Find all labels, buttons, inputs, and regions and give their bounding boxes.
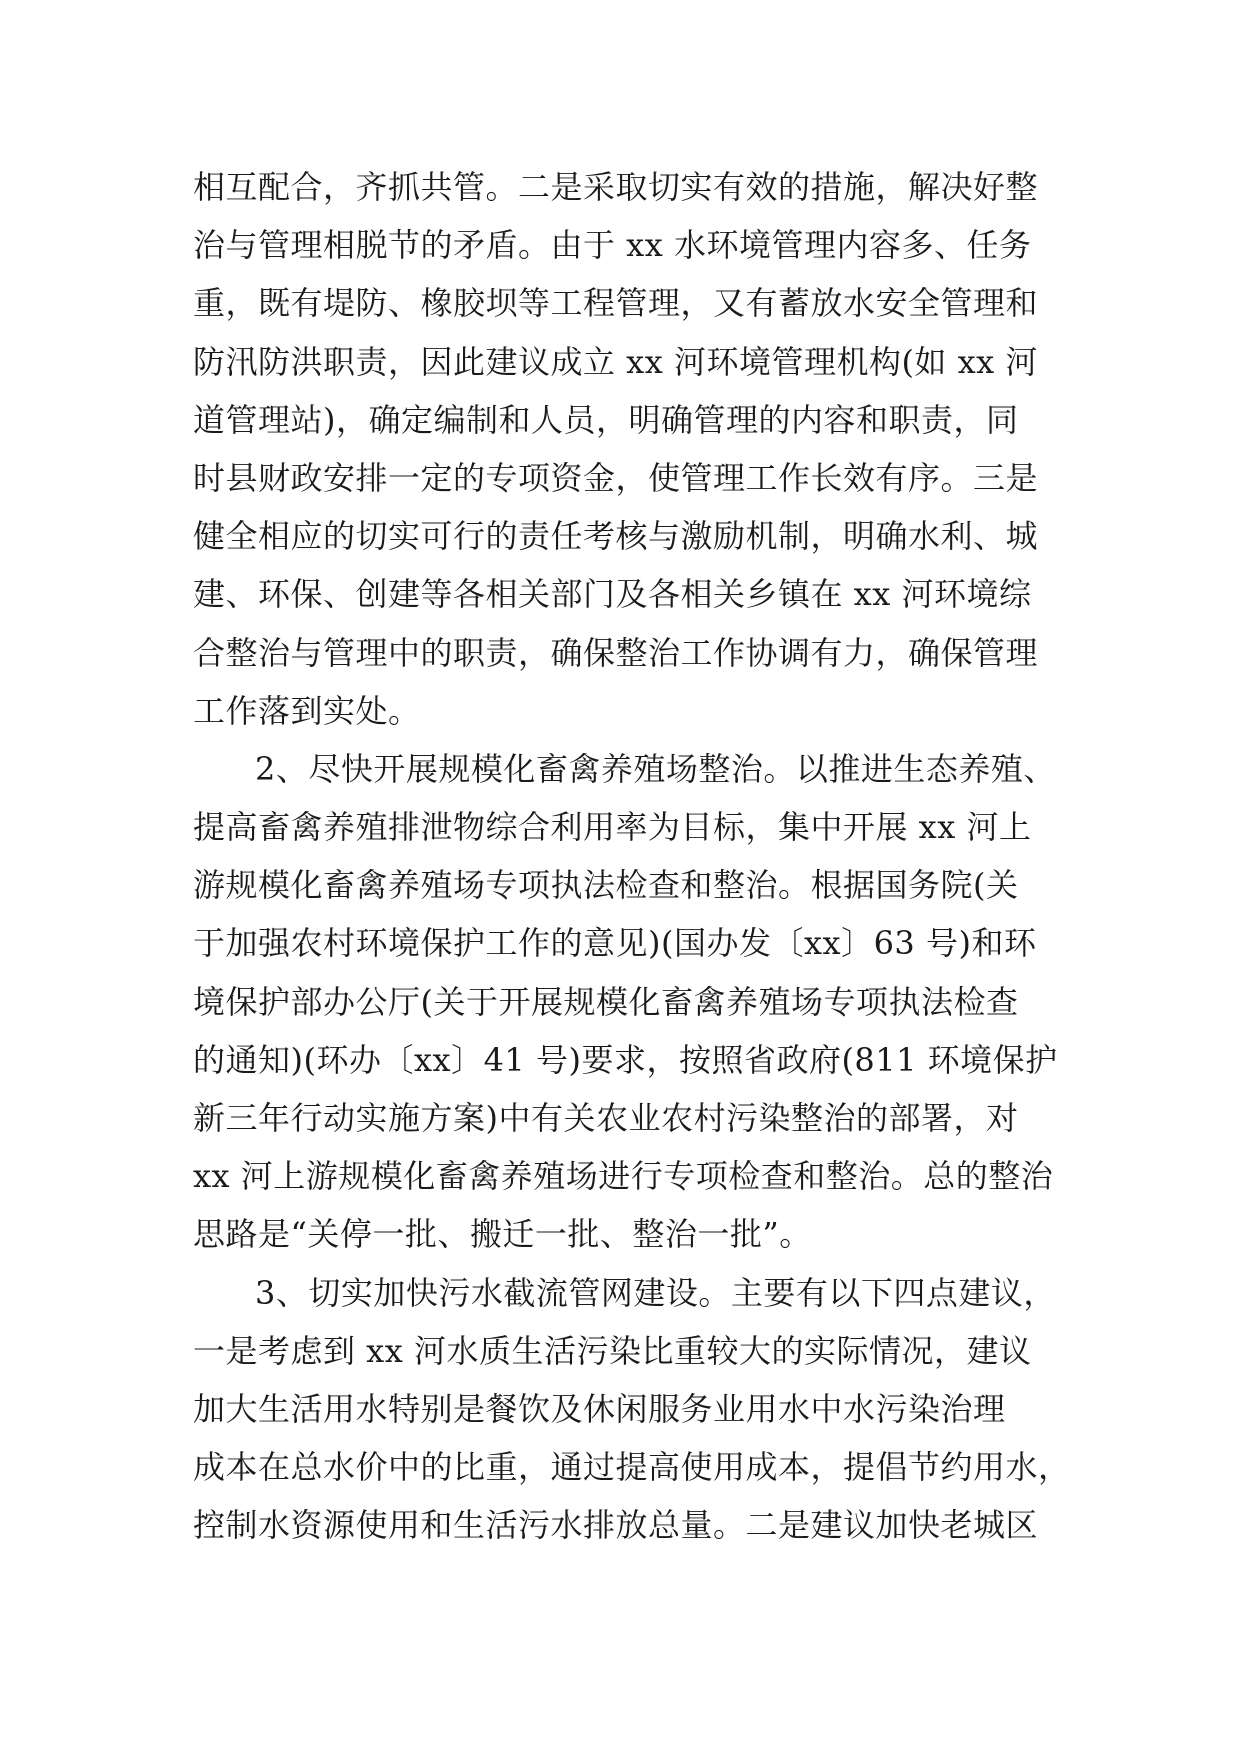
text-line: 境保护部办公厅(关于开展规模化畜禽养殖场专项执法检查 [193,982,1019,1021]
text-line: xx 河上游规模化畜禽养殖场进行专项检查和整治。总的整治 [193,1157,1054,1196]
paragraph-first-line: 3、切实加快污水截流管网建设。主要有以下四点建议， [255,1273,1056,1312]
text-line: 一是考虑到 xx 河水质生活污染比重较大的实际情况，建议 [193,1331,1032,1370]
text-line: 健全相应的切实可行的责任考核与激励机制，明确水利、城 [193,517,1039,556]
text-line: 于加强农村环境保护工作的意见)(国办发〔xx〕63 号)和环 [193,924,1037,963]
text-line: 工作落到实处。 [193,691,421,730]
text-line: 加大生活用水特别是餐饮及休闲服务业用水中水污染治理 [193,1389,1006,1428]
text-line: 思路是“关停一批、搬迁一批、整治一批”。 [193,1215,812,1254]
document-body [193,158,1073,1555]
text-line: 合整治与管理中的职责，确保整治工作协调有力，确保管理 [193,633,1039,672]
text-line: 防汛防洪职责，因此建议成立 xx 河环境管理机构(如 xx 河 [193,342,1038,381]
text-line: 成本在总水价中的比重，通过提高使用成本，提倡节约用水， [193,1448,1071,1487]
text-line: 重，既有堤防、橡胶坝等工程管理，又有蓄放水安全管理和 [193,284,1039,323]
text-line: 建、环保、创建等各相关部门及各相关乡镇在 xx 河环境综 [193,575,1032,614]
text-line: 控制水资源使用和生活污水排放总量。二是建议加快老城区 [193,1506,1039,1545]
text-line: 提高畜禽养殖排泄物综合利用率为目标，集中开展 xx 河上 [193,808,1032,847]
text-line: 道管理站)，确定编制和人员，明确管理的内容和职责，同 [193,400,1019,439]
text-line: 治与管理相脱节的矛盾。由于 xx 水环境管理内容多、任务 [193,226,1032,265]
text-line: 的通知)(环办〔xx〕41 号)要求，按照省政府(811 环境保护 [193,1040,1058,1079]
text-line: 时县财政安排一定的专项资金，使管理工作长效有序。三是 [193,458,1039,497]
text-line: 游规模化畜禽养殖场专项执法检查和整治。根据国务院(关 [193,866,1019,905]
paragraph-first-line: 2、尽快开展规模化畜禽养殖场整治。以推进生态养殖、 [255,749,1056,788]
text-line: 相互配合，齐抓共管。二是采取切实有效的措施，解决好整 [193,168,1039,206]
text-line: 新三年行动实施方案)中有关农业农村污染整治的部署，对 [193,1099,1019,1137]
